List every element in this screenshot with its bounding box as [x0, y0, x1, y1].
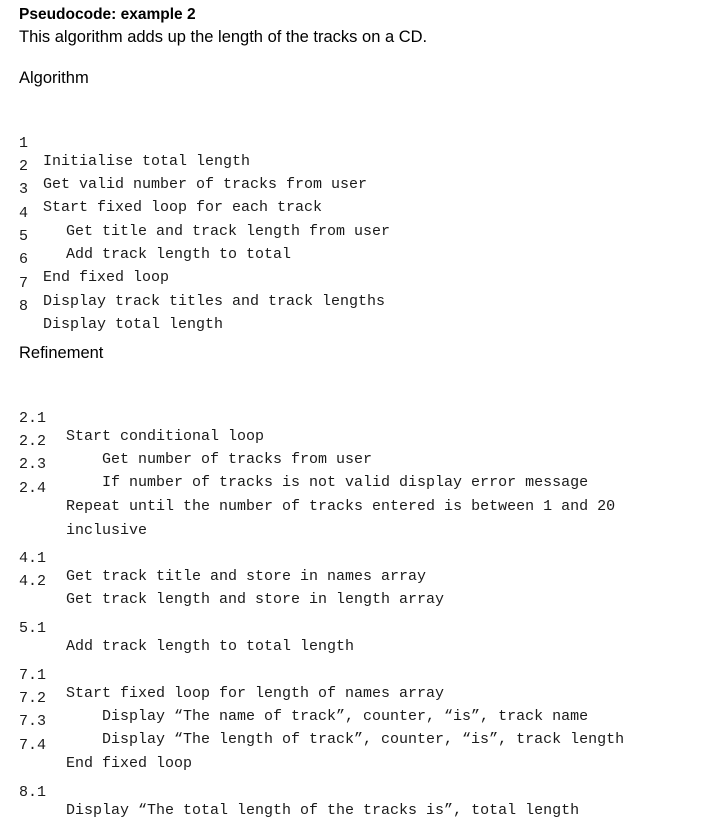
line-number: 4: [19, 205, 29, 222]
line-text: If number of tracks is not valid display error message: [102, 474, 589, 491]
refinement-line: [0, 602, 355, 656]
line-text: End fixed loop: [66, 755, 193, 772]
line-number: 2: [19, 158, 29, 175]
line-text: Start fixed loop for length of names array: [66, 685, 445, 702]
line-text: Get title and track length from user: [66, 223, 391, 240]
line-text: Display “The total length of the tracks is”, total length: [66, 802, 580, 819]
line-number: 7: [19, 275, 29, 292]
line-text: End fixed loop: [43, 269, 170, 286]
algorithm-heading: Algorithm: [19, 69, 89, 87]
line-number: 3: [19, 181, 29, 198]
page-subtitle: This algorithm adds up the length of the tracks on a CD.: [19, 28, 428, 46]
line-number: 2.3: [19, 456, 47, 473]
line-number: 2.2: [19, 433, 47, 450]
line-text: Repeat until the number of tracks entered is between 1 and 20: [66, 498, 616, 515]
line-number: 6: [19, 251, 29, 268]
refinement-heading: Refinement: [19, 344, 104, 362]
line-number: 7.2: [19, 690, 47, 707]
page-title: Pseudocode: example 2: [19, 6, 196, 23]
line-number: 2.1: [19, 410, 47, 427]
line-number: 5.1: [19, 620, 47, 637]
refinement-line: [0, 766, 580, 820]
line-text: Add track length to total length: [66, 638, 355, 655]
line-text: Get number of tracks from user: [102, 451, 373, 468]
line-text: Get track length and store in length array: [66, 591, 445, 608]
line-text: Display total length: [43, 316, 224, 333]
line-text: Get valid number of tracks from user: [43, 176, 368, 193]
line-text: Add track length to total: [66, 246, 292, 263]
line-text: Start conditional loop: [66, 428, 265, 445]
line-text: Initialise total length: [43, 153, 251, 170]
line-number: 8: [19, 298, 29, 315]
line-text: Start fixed loop for each track: [43, 199, 323, 216]
line-number: 4.1: [19, 550, 47, 567]
line-number: 7.3: [19, 713, 47, 730]
line-number: 7.1: [19, 667, 47, 684]
line-number: 1: [19, 135, 29, 152]
line-text: inclusive: [66, 522, 148, 539]
line-number: 8.1: [19, 784, 47, 801]
line-number: 2.4: [19, 480, 47, 497]
line-text: Get track title and store in names array: [66, 568, 427, 585]
line-text: Display “The length of track”, counter, “is”, track length: [102, 731, 625, 748]
line-number: 7.4: [19, 737, 47, 754]
line-number: 5: [19, 228, 29, 245]
line-number: 4.2: [19, 573, 47, 590]
line-text: Display “The name of track”, counter, “is”, track name: [102, 708, 589, 725]
line-text: Display track titles and track lengths: [43, 293, 386, 310]
